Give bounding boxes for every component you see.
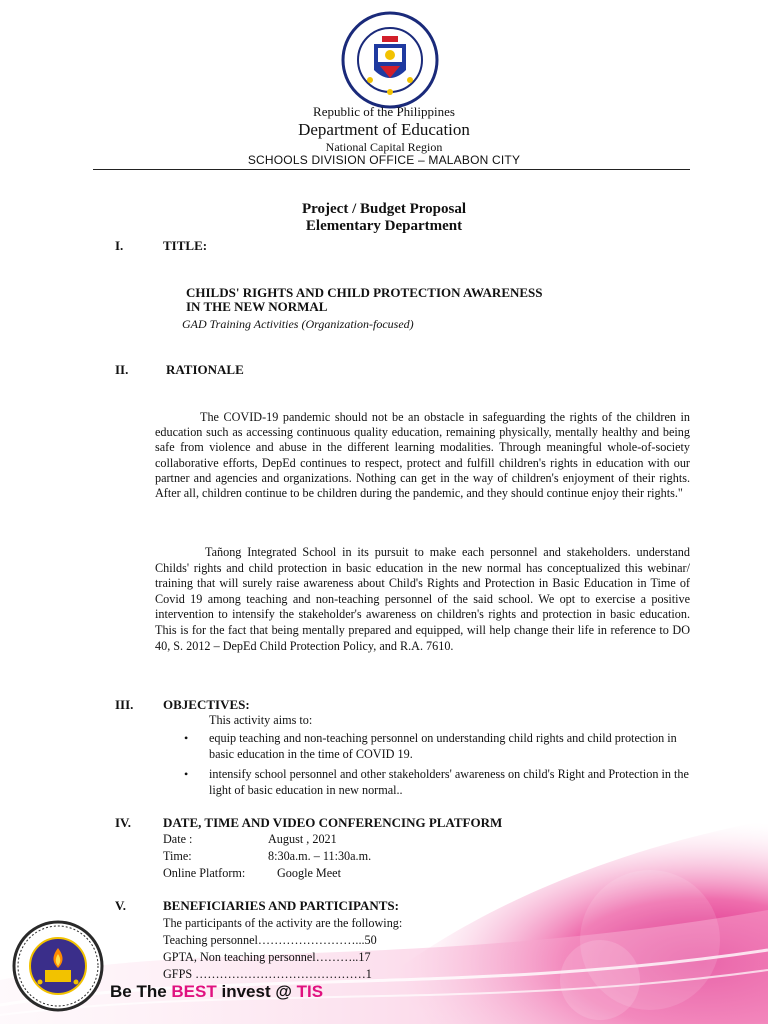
- activity-title-line2: IN THE NEW NORMAL: [186, 299, 328, 314]
- platform-label: Online Platform:: [163, 866, 246, 880]
- objectives-intro: This activity aims to:: [209, 713, 313, 727]
- rationale-paragraph-1: The COVID-19 pandemic should not be an obstacle in safeguarding the rights of the children in education such as accessing continuous quality education, remaining physically, mentally healthy and being safe from violence and abuse in the different learning modalities. Through meaningful whole-of-society collaborative efforts, DepEd continues to respect, protect and fulfill children's rights in education with our partner and agencies and organizations. Nothing can get in the way of children's enjoyment of their rights. After all, children continue to be children during the pandemic, and they should continue enjoy their rights.": [155, 410, 690, 501]
- activity-title: [186, 286, 606, 314]
- time-value: 8:30a.m. – 11:30a.m.: [268, 849, 372, 863]
- objective-item-2: intensify school personnel and other stakeholders' awareness on child's Right and Protection in the light of basic education in new normal..: [209, 767, 689, 797]
- section-2-number: II.: [115, 362, 129, 377]
- deped-seal: [340, 10, 440, 110]
- section-1-title: TITLE:: [163, 238, 208, 253]
- section-2-title: RATIONALE: [166, 362, 244, 377]
- section-1-number: I.: [115, 238, 124, 253]
- tagline-text-1: Be The: [110, 982, 172, 1001]
- participant-row: GPTA, Non teaching personnel………..17: [163, 950, 371, 964]
- participants-intro: The participants of the activity are the following:: [163, 916, 403, 930]
- proposal-title: [0, 201, 768, 235]
- tagline-tis: TIS: [296, 982, 324, 1001]
- bullet-icon: •: [184, 731, 189, 745]
- participant-row: Teaching personnel……………………...50: [163, 933, 377, 947]
- time-label: Time:: [163, 849, 192, 863]
- activity-subtitle: GAD Training Activities (Organization-focused): [182, 317, 414, 331]
- section-4-title: DATE, TIME AND VIDEO CONFERENCING PLATFORM: [163, 815, 503, 830]
- date-label: Date :: [163, 832, 193, 846]
- tagline-text-2: invest @: [216, 982, 297, 1001]
- header-divider: [93, 169, 690, 170]
- header-republic: Republic of the Philippines: [313, 104, 455, 119]
- proposal-title-line2: Elementary Department: [305, 218, 463, 234]
- tagline-best: BEST: [171, 982, 217, 1001]
- section-4-number: IV.: [115, 815, 132, 830]
- school-logo: [12, 920, 104, 1012]
- participant-row: GFPS ……………………………………1: [163, 967, 372, 981]
- section-3-title: OBJECTIVES:: [163, 697, 250, 712]
- header-department: Department of Education: [298, 120, 470, 139]
- rationale-paragraph-2: Tañong Integrated School in its pursuit to make each personnel and stakeholders. understand Childs' rights and child protection in basic education in the new normal has conceptualized this webinar/ training that will surely raise awareness about Child's Rights and Protection in Basic Education in Time of Covid 19 among teaching and non-teaching personnel of the said school. We opt to exercise a positive intervention to intensify the stakeholder's awareness on children's rights and protection in basic education. This is for the fact that being mentally prepared and equipped, will help change their life in reference to DO 40, S. 2012 – DepEd Child Protection Policy, and R.A. 7610.: [155, 545, 690, 653]
- activity-title-line1: CHILDS' RIGHTS AND CHILD PROTECTION AWARENESS: [186, 285, 543, 300]
- proposal-title-line1: Project / Budget Proposal: [301, 201, 466, 217]
- bullet-icon: •: [184, 767, 189, 781]
- date-value: August , 2021: [268, 832, 337, 846]
- section-5-number: V.: [115, 898, 126, 913]
- header-division: SCHOOLS DIVISION OFFICE – MALABON CITY: [247, 153, 521, 167]
- footer-tagline: [110, 982, 323, 1002]
- objective-item-1: equip teaching and non-teaching personnel on understanding child rights and child protection in basic education in the time of COVID 19.: [209, 731, 677, 761]
- platform-value: Google Meet: [277, 866, 341, 880]
- header-region: National Capital Region: [325, 140, 443, 154]
- section-3-number: III.: [115, 697, 134, 712]
- section-5-title: BENEFICIARIES AND PARTICIPANTS:: [163, 898, 399, 913]
